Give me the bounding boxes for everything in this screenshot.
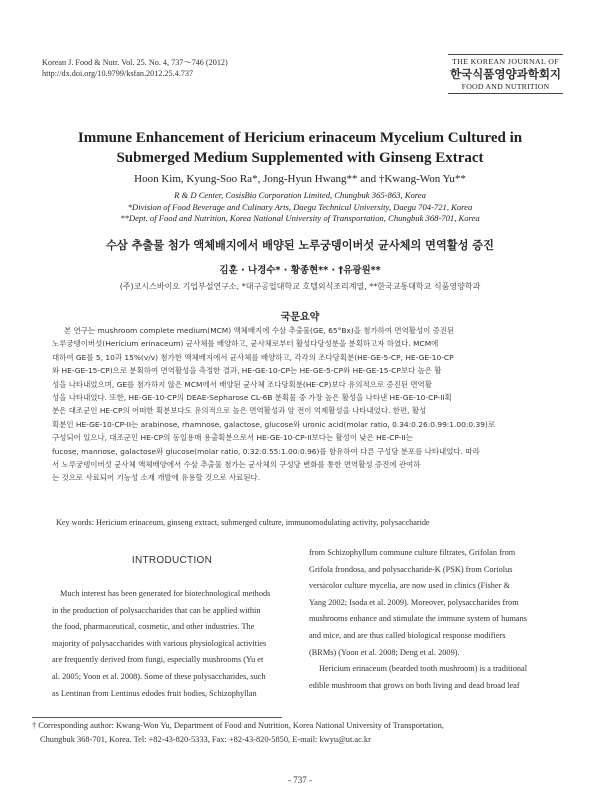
abstract-line: 분은 대조군인 HE-CP의 어떠한 획분보다도 유의적으로 높은 면역활성과 암 전이 억제활성을 나타내었다. 한편, 활성 [52, 406, 427, 416]
footnote-line: Chungbuk 368-701, Korea. Tel: +82-43-820-5333, Fax: +82-43-820-5850, E-mail: kwyu@ut.ac.kr [40, 735, 371, 744]
footnote-line: † Corresponding author: Kwang-Won Yu, Department of Food and Nutrition, Korea National University of Transportation, [32, 721, 444, 730]
body-line: Much interest has been generated for biotechnological methods [60, 589, 271, 598]
journal-citation-block [42, 57, 228, 79]
body-line: Hericium erinaceum (bearded tooth mushroom) is a traditional [319, 664, 528, 674]
body-line: and mice, and are thus called biological response modifiers [309, 630, 506, 640]
korean-author-list: 김훈 · 나경수* · 황종현** · †유광원** [219, 265, 381, 276]
korean-title: 수삼 추출물 첨가 액체배지에서 배양된 노루궁뎅이버섯 균사체의 면역활성 증진 [106, 239, 494, 252]
body-line: edible mushroom that grows on both living and dead broad leaf [309, 680, 520, 690]
affiliation-2: *Division of Food Beverage and Culinary Arts, Daegu Technical University, Daegu 704-721, Korea [127, 202, 473, 212]
abstract-line: 성을 나타내었다. 또한, HE-GE-10-CP의 DEAE-Sepharose CL-6B 분획물 중 가장 높은 활성을 나타낸 HE-GE-10-CP-II획 [52, 393, 452, 403]
left-column [52, 553, 292, 702]
abstract-line: 서 노루궁뎅이버섯 균사체 액체배양에서 수삼 추출물 첨가는 균사체의 구성당 변화를 통한 면역활성 증진에 관여하 [52, 460, 421, 470]
body-line: the food, pharmaceutical, cosmetic, and other industries. The [52, 622, 255, 632]
paper-title-line-1: Immune Enhancement of Hericium erinaceum Mycelium Cultured in [77, 130, 523, 146]
brand-rule-bottom [448, 93, 563, 94]
page-number: - 737 - [288, 775, 312, 785]
affiliation-1: R & D Center, CosisBio Corporation Limited, Chungbuk 365-863, Korea [174, 190, 426, 200]
brand-korean-text: 한국식품영양과학회지 [449, 67, 562, 81]
body-line: Grifola frondosa, and polysaccharide-K (PSK) from Coriolus [309, 564, 513, 574]
abstract-line: 대하여 GE를 5, 10과 15%(v/v) 첨가한 액체배지에서 균사체를 배양하고, 각각의 조다당획분(HE-GE-5-CP, HE-GE-10-CP [52, 352, 454, 362]
body-line: al. 2005; Yoon et al. 2008). Some of these polysaccharides, such [52, 671, 266, 681]
abstract-line: fucose, mannose, galactose와 glucose(molar ratio, 0.32:0.55:1.00:0.96)를 함유하여 다른 구성당 분포를 나타내었다. 따라 [52, 446, 480, 456]
abstract-line: 본 연구는 mushroom complete medium(MCM) 액체배지에 수삼 추출물(GE, 65°Bx)을 첨가하여 면역활성이 증진된 [64, 326, 455, 335]
brand-bottom-text: FOOD AND NUTRITION [461, 82, 550, 91]
abstract-line: 획분인 HE-GE-10-CP-II는 arabinose, rhamnose, galactose, glucose와 uronic acid(molar ratio, 0.34:0.26:0.99:1.00:0.39)로 [52, 419, 496, 429]
korean-affiliation: (주)코시스바이오 기업부설연구소, *대구공업대학교 호텔외식조리계열, **한국교통대학교 식품영양학과 [119, 282, 481, 291]
journal-doi[interactable]: http://dx.doi.org/10.9799/ksfan.2012.25.4.737 [42, 69, 194, 78]
body-line: from Schizophyllum commune culture filtrates, Grifolan from [309, 548, 516, 557]
abstract-line: 는 것으로 사료되어 기능성 소재 개발에 유용할 것으로 사료된다. [52, 473, 261, 483]
author-list: Hoon Kim, Kyung-Soo Ra*, Jong-Hyun Hwang** and †Kwang-Won Yu** [134, 173, 466, 185]
corresponding-author-footnote [32, 719, 552, 747]
abstract-line: 와 HE-GE-15-CP)으로 분획하여 면역활성을 측정한 결과, HE-GE-10-CP는 HE-GE-5-CP와 HE-GE-15-CP보다 높은 활 [52, 366, 442, 376]
body-line: mushrooms enhance and stimulate the immune system of humans [309, 614, 527, 624]
keywords [56, 518, 556, 527]
body-line: Yang 2002; Isoda et al. 2009). Moreover, polysaccharides from [309, 597, 519, 607]
right-column [309, 545, 555, 694]
journal-brand [448, 54, 563, 94]
body-line: versicolor culture mycelia, are now used in clinics (Fisher & [309, 581, 510, 591]
abstract-line: 구성되어 있으나, 대조군인 HE-CP의 동일용매 용출획분으로서 HE-GE-10-CP-II보다는 활성이 낮은 HE-CP-II는 [52, 433, 413, 443]
body-line: are frequently derived from fungi, especially mushrooms (Yu et [52, 655, 264, 665]
footnote-rule [32, 717, 282, 718]
keywords-label: Key words: [56, 518, 94, 527]
keywords-text: Hericium erinaceum, ginseng extract, submerged culture, immunomodulating activity, polysaccharide [96, 518, 430, 527]
paper-title-line-2: Submerged Medium Supplemented with Ginseng Extract [116, 150, 484, 166]
korean-abstract [52, 324, 550, 485]
body-line: majority of polysaccharides with various physiological activities [52, 638, 267, 648]
abstract-heading: 국문요약 [280, 312, 320, 323]
affiliation-3: **Dept. of Food and Nutrition, Korea National University of Transportation, Chungbuk 368-701, Korea [120, 213, 480, 223]
introduction-heading: INTRODUCTION [131, 555, 213, 566]
body-line: in the production of polysaccharides that can be applied within [52, 605, 261, 615]
brand-top-text: THE KOREAN JOURNAL OF [451, 57, 560, 66]
journal-citation: Korean J. Food & Nutr. Vol. 25. No. 4, 737～746 (2012) [42, 58, 228, 67]
abstract-line: 노루궁뎅이버섯(Hericium erinaceum) 균사체를 배양하고, 균사체로부터 활성다당성분을 분획하고자 하였다. MCM에 [52, 339, 439, 349]
body-line: as Lentinan from Lentinus edodes fruit bodies, Schizophyllan [52, 688, 257, 698]
abstract-line: 성을 나타내었으며, GE를 첨가하지 않은 MCM에서 배양된 균사체 조다당획분(HE-CP)보다 유의적으로 증진된 면역활 [52, 379, 432, 389]
body-line: (BRMs) (Yoon et al. 2008; Deng et al. 2009). [309, 647, 460, 657]
